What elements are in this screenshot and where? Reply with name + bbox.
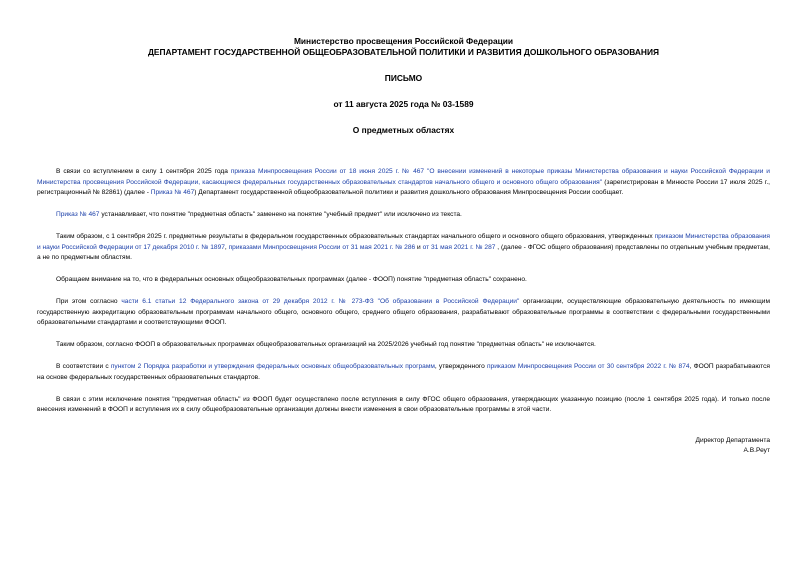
- document-subject: О предметных областях: [352, 125, 455, 135]
- link-order-1897[interactable]: приказом Министерства образования и науки Российской Федерации от 17 декабря 2010 г. № 1897: [37, 233, 770, 251]
- link-order-287[interactable]: от 31 мая 2021 г. № 287: [422, 243, 496, 251]
- link-law-273[interactable]: части 6.1 статьи 12 Федерального закона от 29 декабря 2012 г. № 273-ФЗ "Об образовании в Российской Федерации": [121, 298, 520, 305]
- paragraph-8: [37, 395, 770, 416]
- paragraph-5: [37, 297, 770, 329]
- signature-block: [695, 436, 770, 456]
- document-number: от 11 августа 2025 года № 03-1589: [333, 99, 474, 109]
- text-fragment: организации, осуществляющие образовательную деятельность по имеющим государственную аккредитацию образовательным программам начального общего, основного общего, среднего общего образования, разрабатывают образовательные программы в соответствии с федеральными государственными образовательными стандартами и соответствующими ФООП.: [37, 298, 770, 326]
- text-fragment: Таким образом, согласно ФООП в образовательных программах общеобразовательных организаций на 2025/2026 учебный год понятие "предметная область" не исключается.: [56, 341, 596, 348]
- text-fragment: и: [415, 243, 423, 251]
- text-fragment: устанавливает, что понятие "предметная область" заменено на понятие "учебный предмет" или исключено из текста.: [99, 211, 462, 218]
- department-name: ДЕПАРТАМЕНТ ГОСУДАРСТВЕННОЙ ОБЩЕОБРАЗОВАТЕЛЬНОЙ ПОЛИТИКИ И РАЗВИТИЯ ДОШКОЛЬНОГО ОБРАЗОВАНИЯ: [147, 47, 660, 57]
- text-fragment: При этом согласно: [56, 298, 122, 305]
- text-fragment: ,: [224, 243, 229, 251]
- paragraph-1: [37, 167, 770, 199]
- paragraph-7: [37, 362, 770, 383]
- signatory-name: А.В.Реут: [743, 447, 770, 454]
- ministry-name: Министерство просвещения Российской Федерации: [293, 36, 514, 46]
- text-fragment: , утвержденного: [434, 363, 487, 370]
- text-fragment: В связи с этим исключение понятия "предметная область" из ФООП будет осуществлено после вступления в силу ФГОС общего образования, утверждающих указанную позицию (после 1 сентября 2025 года). И только после внесения изменений в ФООП и вступления их в силу общеобразовательные организации должны внести изменения в свои образовательные программы в этой части.: [37, 395, 770, 413]
- text-fragment: ) Департамент государственной общеобразовательной политики и развития дошкольного образования Минпросвещения России сообщает.: [194, 189, 624, 196]
- paragraph-3: [37, 232, 770, 264]
- link-order-874[interactable]: приказом Минпросвещения России от 30 сентября 2022 г. № 874: [486, 363, 690, 370]
- text-fragment: В соответствии с: [56, 363, 111, 370]
- signatory-title: Директор Департамента: [695, 437, 770, 444]
- paragraph-6: [37, 340, 770, 351]
- link-order-467[interactable]: Приказ № 467: [150, 189, 195, 196]
- paragraph-2: [37, 210, 770, 221]
- link-order-467-full[interactable]: приказа Минпросвещения России от 18 июня 2025 г. № 467 "О внесении изменений в некоторые приказы Министерства образования и науки Российской Федерации и Министерства просвещения Российской Федерации, касающиеся федеральных государственных образовательных стандартов начального общего и основного общего образования": [37, 168, 770, 186]
- text-fragment: , ФООП разрабатываются на основе федеральных государственных образовательных стандартов.: [37, 363, 770, 381]
- text-fragment: Обращаем внимание на то, что в федеральных основных общеобразовательных программах (далее - ФООП) понятие "предметная область" сохранено.: [56, 276, 527, 283]
- text-fragment: , (далее - ФГОС общего образования) представлены по отдельным учебным предметам, а не по предметным областям.: [37, 243, 770, 261]
- link-order-467[interactable]: Приказ № 467: [56, 211, 100, 218]
- text-fragment: Таким образом, с 1 сентября 2025 г. предметные результаты в федеральном государственных образовательных стандартах начального общего и основного общего образования, утвержденных: [56, 233, 655, 240]
- text-fragment: (зарегистрирован в Минюсте России 17 июля 2025 г., регистрационный № 82861) (далее -: [37, 178, 770, 196]
- text-fragment: В связи со вступлением в силу 1 сентября 2025 года: [56, 168, 231, 175]
- link-order-286[interactable]: приказами Минпросвещения России от 31 мая 2021 г. № 286: [228, 243, 416, 251]
- document-body: [37, 167, 770, 416]
- paragraph-4: [37, 275, 770, 286]
- link-procedure-item-2[interactable]: пунктом 2 Порядка разработки и утверждения федеральных основных общеобразовательных программ: [110, 363, 435, 370]
- document-type: ПИСЬМО: [384, 73, 423, 83]
